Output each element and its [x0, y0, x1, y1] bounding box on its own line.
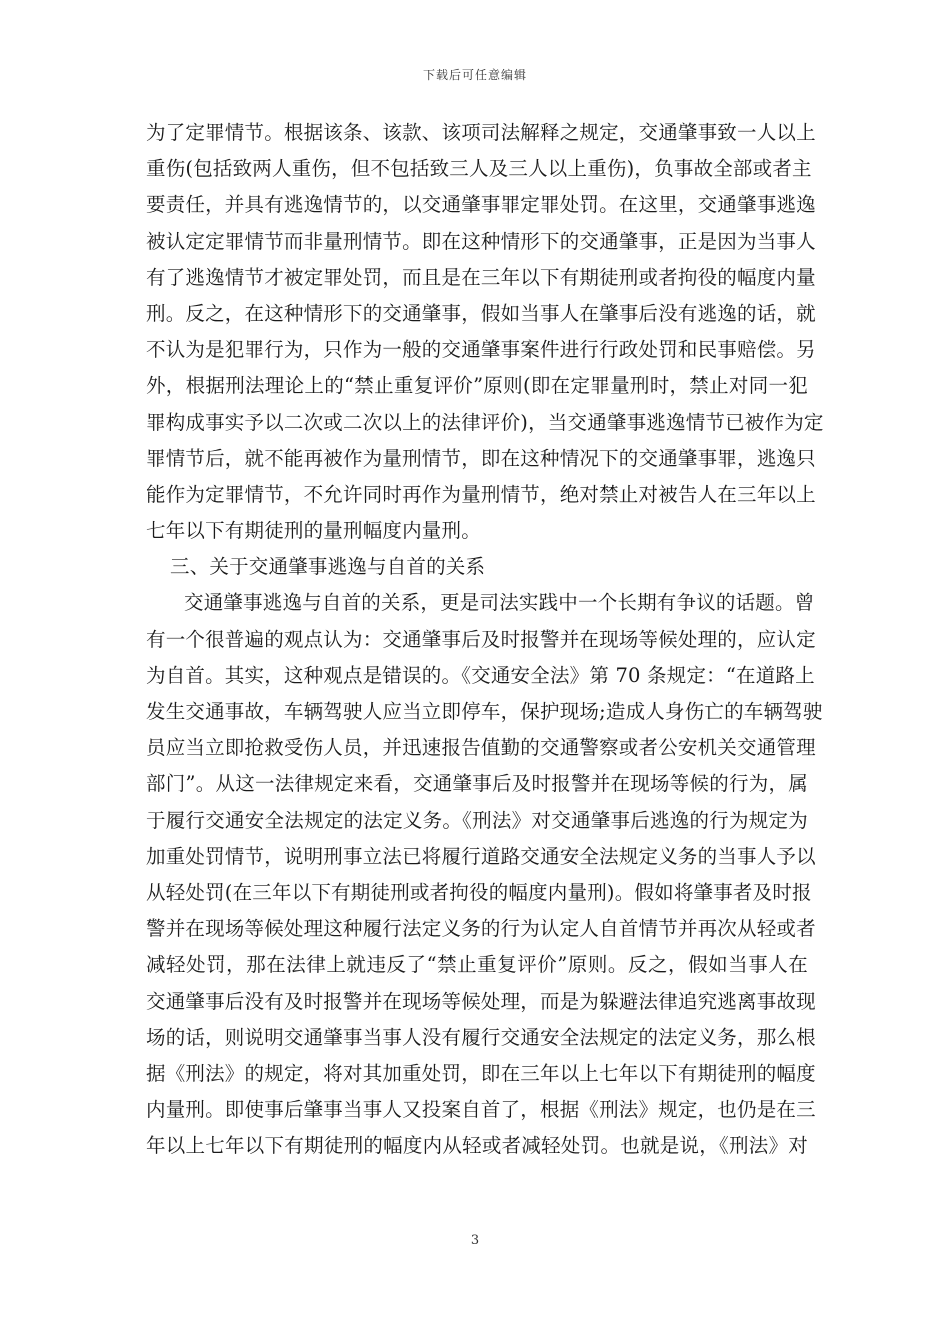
text-line: 场的话，则说明交通肇事当事人没有履行交通安全法规定的法定义务，那么根 — [146, 1025, 816, 1049]
text-line: 被认定定罪情节而非量刑情节。即在这种情形下的交通肇事，正是因为当事人 — [146, 229, 816, 253]
text-line: 有了逃逸情节才被定罪处罚，而且是在三年以下有期徒刑或者拘役的幅度内量 — [146, 265, 816, 289]
page-header: 下载后可任意编辑 — [422, 68, 527, 82]
text-line: 有一个很普遍的观点认为：交通肇事后及时报警并在现场等候处理的，应认定 — [146, 627, 816, 651]
text-line: 交通肇事逃逸与自首的关系，更是司法实践中一个长期有争议的话题。曾 — [184, 591, 815, 615]
text-line: 刑。反之，在这种情形下的交通肇事，假如当事人在肇事后没有逃逸的话，就 — [146, 301, 816, 325]
section-heading: 三、关于交通肇事逃逸与自首的关系 — [170, 555, 486, 579]
text-line: 员应当立即抢救受伤人员，并迅速报告值勤的交通警察或者公安机关交通管理 — [146, 736, 816, 760]
text-line: 于履行交通安全法规定的法定义务。《刑法》对交通肇事后逃逸的行为规定为 — [146, 808, 808, 832]
text-line: 警并在现场等候处理这种履行法定义务的行为认定人自首情节并再次从轻或者 — [146, 917, 816, 941]
text-line: 不认为是犯罪行为，只作为一般的交通肇事案件进行行政处罚和民事赔偿。另 — [146, 338, 816, 362]
text-line: 加重处罚情节，说明刑事立法已将履行道路交通安全法规定义务的当事人予以 — [146, 844, 816, 868]
text-line: 为自首。其实，这种观点是错误的。《交通安全法》第 70 条规定：“在道路上 — [146, 663, 815, 687]
text-line: 七年以下有期徒刑的量刑幅度内量刑。 — [146, 519, 481, 543]
page-number: 3 — [470, 1233, 480, 1248]
body-text — [146, 115, 824, 1164]
text-line: 减轻处罚，那在法律上就违反了“禁止重复评价”原则。反之，假如当事人在 — [146, 953, 808, 977]
text-line: 能作为定罪情节，不允许同时再作为量刑情节，绝对禁止对被告人在三年以上 — [146, 482, 816, 506]
text-line: 年以上七年以下有期徒刑的幅度内从轻或者减轻处罚。也就是说，《刑法》对 — [146, 1134, 808, 1158]
text-line: 内量刑。即使事后肇事当事人又投案自首了，根据《刑法》规定，也仍是在三 — [146, 1098, 816, 1122]
text-line: 从轻处罚(在三年以下有期徒刑或者拘役的幅度内量刑)。假如将肇事者及时报 — [146, 880, 812, 904]
text-line: 重伤(包括致两人重伤，但不包括致三人及三人以上重伤)，负事故全部或者主 — [146, 157, 812, 181]
text-line: 要责任，并具有逃逸情节的，以交通肇事罪定罪处罚。在这里，交通肇事逃逸 — [146, 193, 816, 217]
text-line: 交通肇事后没有及时报警并在现场等候处理，而是为躲避法律追究逃离事故现 — [146, 989, 816, 1013]
text-line: 为了定罪情节。根据该条、该款、该项司法解释之规定，交通肇事致一人以上 — [146, 121, 816, 144]
text-line: 发生交通事故，车辆驾驶人应当立即停车，保护现场;造成人身伤亡的车辆驾驶 — [146, 700, 823, 723]
text-line: 外，根据刑法理论上的“禁止重复评价”原则(即在定罪量刑时，禁止对同一犯 — [146, 374, 808, 398]
text-line: 罪情节后，就不能再被作为量刑情节，即在这种情况下的交通肇事罪，逃逸只 — [146, 446, 816, 470]
text-line: 据《刑法》的规定，将对其加重处罚，即在三年以上七年以下有期徒刑的幅度 — [146, 1061, 816, 1085]
text-line: 部门”。从这一法律规定来看，交通肇事后及时报警并在现场等候的行为，属 — [146, 772, 808, 796]
text-line: 罪构成事实予以二次或二次以上的法律评价)，当交通肇事逃逸情节已被作为定 — [146, 410, 824, 434]
